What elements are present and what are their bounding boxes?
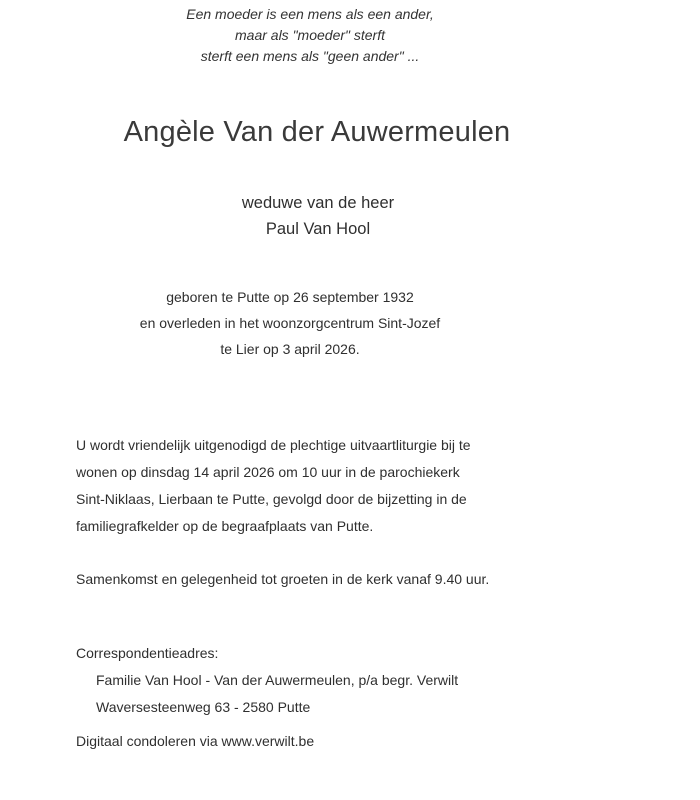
correspondence-line-2: Waversesteenweg 63 - 2580 Putte [96,699,311,715]
widow-line-2: Paul Van Hool [265,220,371,238]
widow-of [0,190,636,242]
correspondence-line-1: Familie Van Hool - Van der Auwermeulen, p/a begr. Verwilt [96,672,459,688]
invitation-line-2: wonen op dinsdag 14 april 2026 om 10 uur in de parochiekerk [76,464,460,480]
correspondence-address [76,640,458,721]
invitation-line-3: Sint-Niklaas, Lierbaan te Putte, gevolgd door de bijzetting in de [76,491,467,507]
dates-line-1: geboren te Putte op 26 september 1932 [166,289,414,305]
birth-death-dates [0,284,580,362]
invitation-line-4: familiegrafkelder op de begraafplaats van Putte. [76,518,374,534]
quote-line-3: sterft een mens als "geen ander" ... [200,48,420,64]
funeral-invitation [76,432,596,540]
memorial-quote [0,4,620,67]
widow-line-1: weduwe van de heer [241,194,395,212]
online-condolence: Digitaal condoleren via www.verwilt.be [76,733,315,749]
dates-line-3: te Lier op 3 april 2026. [220,341,360,357]
deceased-name: Angèle Van der Auwermeulen [123,116,511,148]
invitation-line-1: U wordt vriendelijk uitgenodigd de plechtige uitvaartliturgie bij te [76,437,471,453]
gathering-info: Samenkomst en gelegenheid tot groeten in de kerk vanaf 9.40 uur. [76,571,490,587]
correspondence-label: Correspondentieadres: [76,645,219,661]
quote-line-2: maar als "moeder" sterft [235,27,385,43]
quote-line-1: Een moeder is een mens als een ander, [186,6,434,22]
dates-line-2: en overleden in het woonzorgcentrum Sint-Jozef [139,315,441,331]
